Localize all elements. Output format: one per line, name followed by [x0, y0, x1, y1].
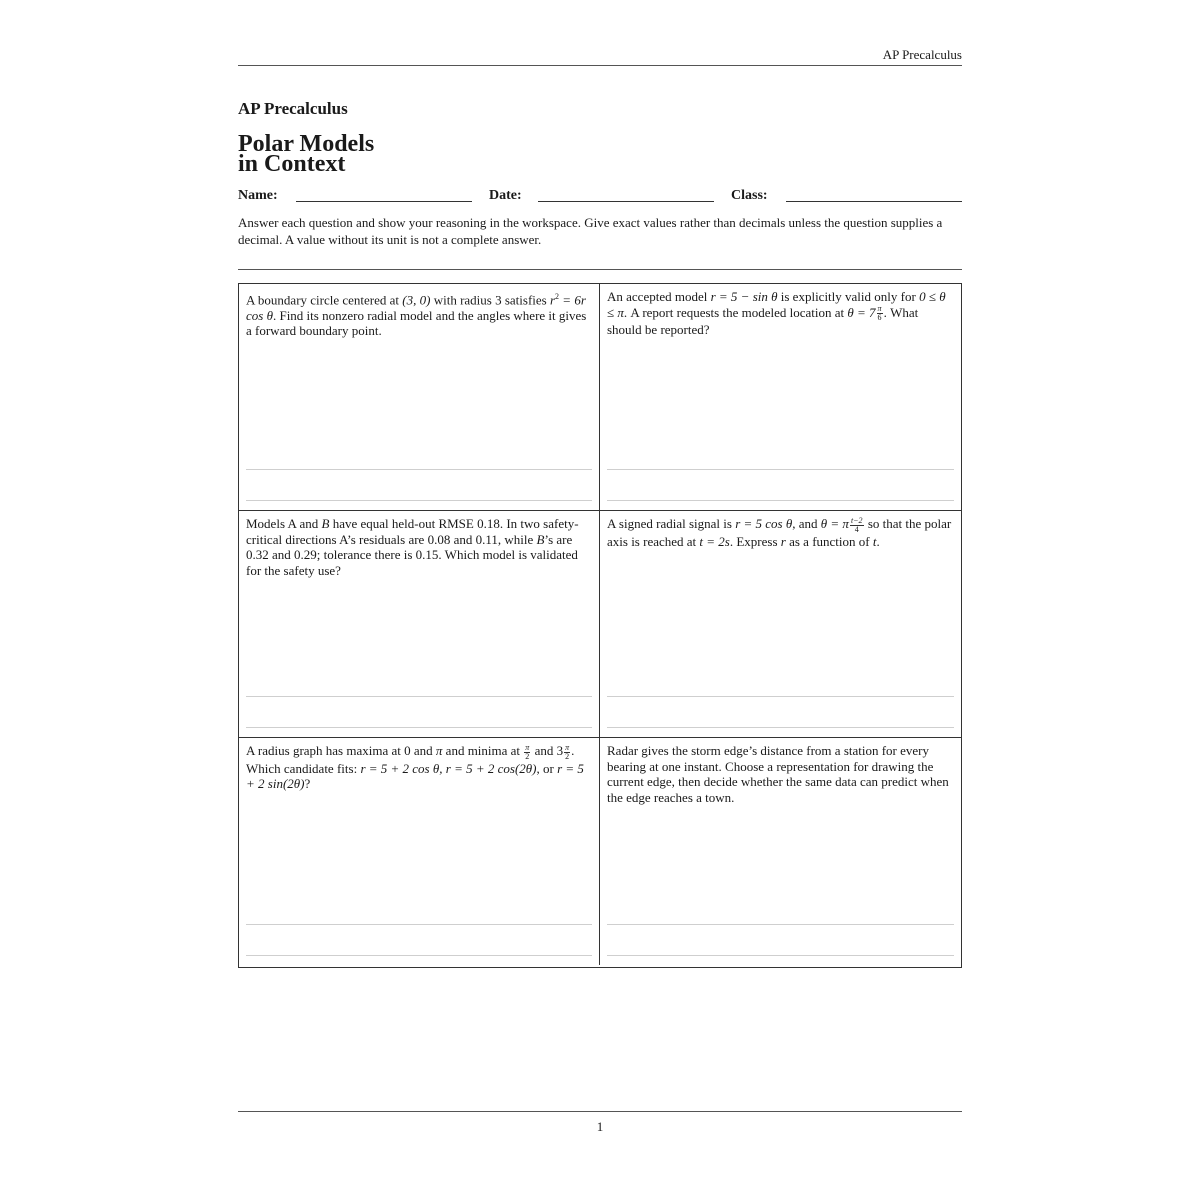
answer-line[interactable]: [246, 727, 592, 728]
title-line-1: Polar Models: [238, 131, 375, 157]
answer-line[interactable]: [607, 955, 954, 956]
fraction: $\frac{t-2}{4}$: [850, 515, 863, 534]
answer-line[interactable]: [607, 500, 954, 501]
name-label: Name:: [238, 188, 278, 203]
question-cell-5[interactable]: [239, 738, 600, 965]
answer-line[interactable]: [607, 696, 954, 697]
class-field[interactable]: [786, 201, 962, 202]
answer-line[interactable]: [607, 924, 954, 925]
fraction: $\frac{\pi}{2}$: [565, 742, 570, 761]
question-cell-3[interactable]: [239, 511, 600, 738]
question-text-2: An accepted model r = 5 − sin θ is explicitly valid only for 0 ≤ θ ≤ π. A report requests the modeled location at θ = 7 $\frac{\pi}{6}$ . What should be reported?: [607, 289, 946, 338]
running-header: AP Precalculus: [238, 47, 962, 66]
question-cell-2[interactable]: [600, 284, 961, 511]
answer-line[interactable]: [246, 500, 592, 501]
page-number: 1: [596, 1119, 604, 1134]
date-field[interactable]: [538, 201, 714, 202]
course-name: AP Precalculus: [238, 99, 348, 118]
date-label: Date:: [489, 188, 522, 203]
question-text-1: A boundary circle centered at (3, 0) with radius 3 satisfies $r^2 = 6r$ cos θ. Find its nonzero radial model and the angles where it gives a forward boundary point.: [246, 292, 587, 339]
question-grid: [238, 283, 962, 968]
answer-line[interactable]: [246, 469, 592, 470]
question-text-3: Models A and B have equal held-out RMSE 0.18. In two safety-critical directions A’s residuals are 0.08 and 0.11, while B’s are 0.32 and 0.29; tolerance there is 0.15. Which model is validated for the safety use?: [246, 516, 579, 578]
answer-line[interactable]: [246, 696, 592, 697]
question-cell-6[interactable]: [600, 738, 961, 965]
question-text-4: A signed radial signal is r = 5 cos θ, and θ = π $\frac{t-2}{4}$ so that the polar axis is reached at t = 2s. Express r as a function of t.: [607, 515, 952, 549]
question-cell-4[interactable]: [600, 511, 961, 738]
class-label: Class:: [731, 188, 768, 203]
fraction: $\frac{\pi}{6}$: [877, 304, 882, 323]
instructions: Answer each question and show your reasoning in the workspace. Give exact values rather than decimals unless the question supplies a decimal. A value without its unit is not a complete answer.: [238, 215, 943, 247]
worksheet-page: [238, 0, 962, 1200]
answer-line[interactable]: [607, 469, 954, 470]
answer-line[interactable]: [607, 727, 954, 728]
student-info-fields: [238, 188, 962, 208]
question-cell-1[interactable]: [239, 284, 600, 511]
answer-line[interactable]: [246, 924, 592, 925]
title-line-2: in Context: [238, 151, 346, 177]
question-text-5: A radius graph has maxima at 0 and π and minima at $\frac{\pi}{2}$ and 3 $\frac{\pi}{2}$ . Which candidate fits: r = 5 + 2 cos θ, r = 5 + 2 cos(2θ), or r = 5 + 2 sin(2θ)?: [246, 742, 584, 792]
name-field[interactable]: [296, 201, 472, 202]
answer-line[interactable]: [246, 955, 592, 956]
footer-divider: [238, 1111, 962, 1112]
question-text-6: Radar gives the storm edge’s distance from a station for every bearing at one instant. Choose a representation for drawing the current edge, then decide whether the same data can predict when the edge reaches a town.: [607, 743, 949, 805]
fraction: $\frac{\pi}{2}$: [525, 742, 530, 761]
divider: [238, 269, 962, 270]
worksheet-title: [238, 131, 375, 177]
